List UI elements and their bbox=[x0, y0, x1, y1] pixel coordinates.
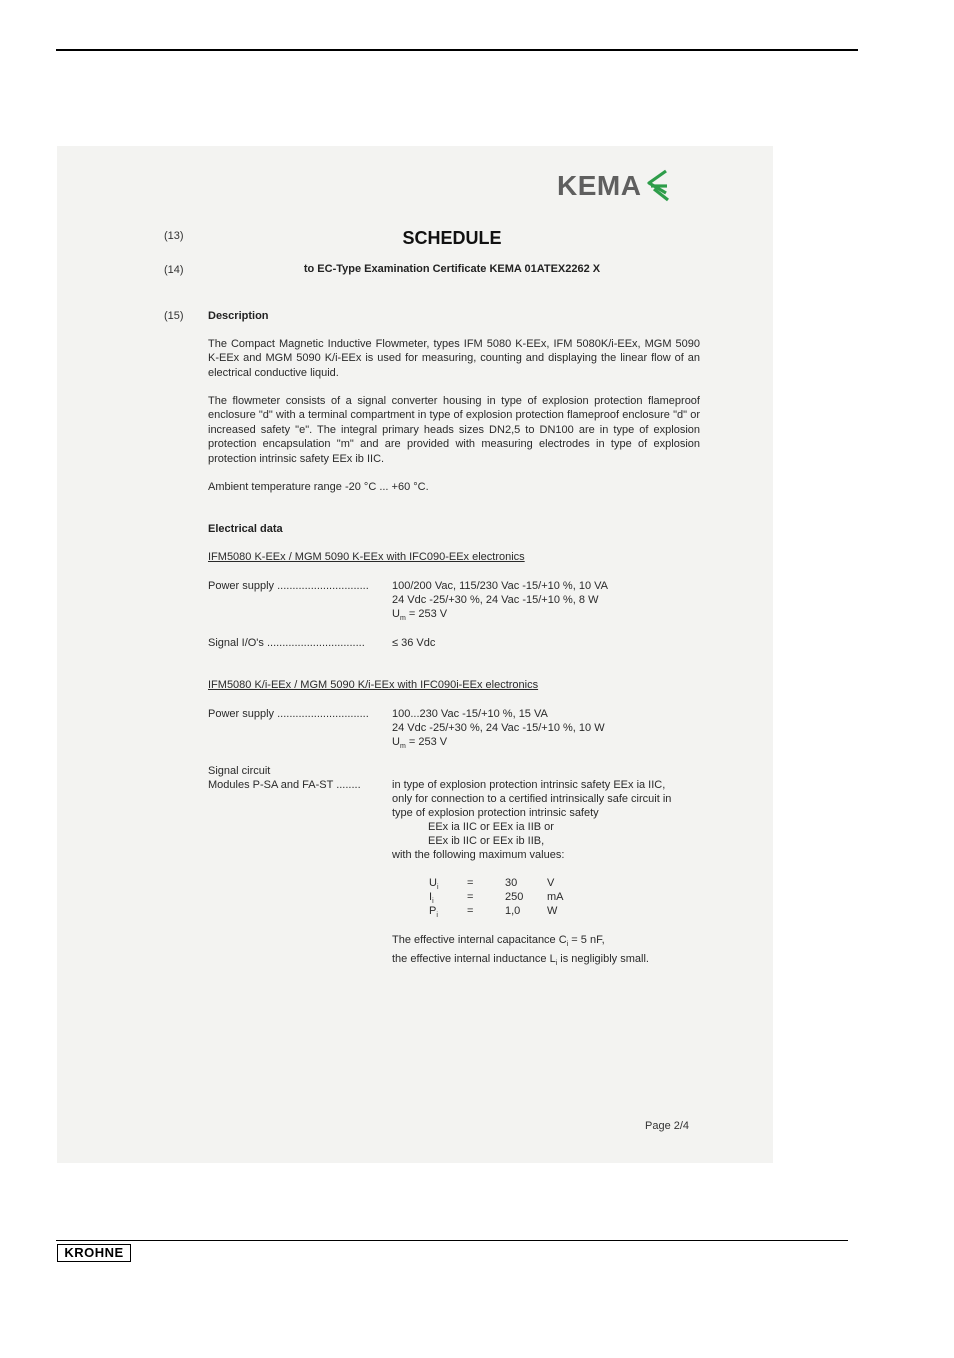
group2-signal-label-line-2: Modules P-SA and FA-ST ........ bbox=[208, 779, 361, 792]
section-number-13: (13) bbox=[164, 230, 184, 242]
capacitance-inductance bbox=[392, 933, 649, 971]
description-paragraph-2: The flowmeter consists of a signal converter housing in type of explosion protection flameproof enclosure "d" with a terminal compartment in type of explosion protection flameproof enclosure "d" or increased safety "e". The integral primary heads sizes DN2,5 to DN100 are in type of explosion protection encapsulation "m" and are provided with measuring electrodes in type of explosion protection intrinsic safety EEx ib IIC. bbox=[208, 395, 700, 465]
max-value-unit: V bbox=[547, 877, 555, 889]
max-value-eq: = bbox=[467, 877, 474, 889]
signal-line-3: type of explosion protection intrinsic safety bbox=[392, 807, 599, 819]
max-value-eq: = bbox=[467, 905, 474, 917]
max-value-symbol: $P_i$ bbox=[429, 905, 438, 920]
description-paragraph-1: The Compact Magnetic Inductive Flowmeter, types IFM 5080 K-EEx, IFM 5080K/i-EEx, MGM 5090 K-EEx and MGM 5090 K/i-EEx is used for measuring, counting and displaying the linear flow of an electrical conductive liquid. bbox=[208, 338, 700, 379]
group1-um-line bbox=[392, 607, 608, 626]
footer-rule bbox=[56, 1240, 848, 1241]
group1-power-values bbox=[392, 579, 608, 626]
group1-power-line-1: 100/200 Vac, 115/230 Vac -15/+10 %, 10 VA bbox=[392, 580, 608, 592]
group1-power-line-2: 24 Vdc -25/+30 %, 24 Vac -15/+10 %, 8 W bbox=[392, 594, 599, 606]
signal-line-4: EEx ia IIC or EEx ia IIB or bbox=[428, 821, 554, 833]
signal-line-5: EEx ib IIC or EEx ib IIB, bbox=[428, 835, 545, 847]
schedule-title: SCHEDULE bbox=[402, 228, 502, 248]
group1-heading: IFM5080 K-EEx / MGM 5090 K-EEx with IFC090-EEx electronics bbox=[208, 551, 525, 563]
um-value: = 253 V bbox=[405, 608, 448, 620]
group2-power-line-1: 100...230 Vac -15/+10 %, 15 VA bbox=[392, 708, 548, 720]
signal-line-1: in type of explosion protection intrinsic safety EEx ia IIC, bbox=[392, 779, 666, 791]
certificate-scan bbox=[57, 146, 773, 1163]
max-value-number: 250 bbox=[505, 891, 524, 903]
electrical-data-heading: Electrical data bbox=[208, 523, 283, 535]
group2-signal-label-line-1: Signal circuit bbox=[208, 765, 271, 777]
um-subscript: m bbox=[399, 615, 406, 623]
max-value-eq: = bbox=[467, 891, 474, 903]
group1-signal-value: ≤ 36 Vdc bbox=[392, 637, 436, 649]
ambient-temperature: Ambient temperature range -20 °C ... +60 °C. bbox=[208, 481, 429, 493]
group2-power-label: Power supply .............................. bbox=[208, 708, 369, 720]
inductance-line: the effective internal inductance $L_i$ is negligibly small. bbox=[392, 953, 649, 968]
group2-signal-values bbox=[392, 778, 671, 862]
group2-signal-label bbox=[208, 764, 361, 793]
kema-logo bbox=[557, 168, 670, 204]
group1-power-label: Power supply .............................. bbox=[208, 580, 369, 592]
max-value-unit: mA bbox=[547, 891, 564, 903]
um-symbol: U bbox=[392, 608, 400, 620]
section-number-15: (15) bbox=[164, 310, 184, 322]
group2-power-line-2: 24 Vdc -25/+30 %, 24 Vac -15/+10 %, 10 W bbox=[392, 722, 605, 734]
um-symbol: U bbox=[392, 736, 400, 748]
signal-line-2: only for connection to a certified intrinsically safe circuit in bbox=[392, 793, 672, 805]
group1-signal-label: Signal I/O's ................................ bbox=[208, 637, 365, 649]
certificate-subtitle: to EC-Type Examination Certificate KEMA 01ATEX2262 X bbox=[303, 263, 601, 275]
max-value-unit: W bbox=[547, 905, 558, 917]
header-rule bbox=[56, 49, 858, 51]
max-value-number: 1,0 bbox=[505, 905, 521, 917]
group2-heading: IFM5080 K/i-EEx / MGM 5090 K/i-EEx with IFC090i-EEx electronics bbox=[208, 679, 539, 691]
capacitance-line: The effective internal capacitance $C_i = 5$ nF, bbox=[392, 934, 605, 949]
max-value-symbol: $U_i$ bbox=[429, 877, 439, 892]
max-value-symbol: $I_i$ bbox=[429, 891, 434, 906]
section-number-14: (14) bbox=[164, 264, 184, 276]
kema-logo-text: KEMA bbox=[557, 170, 642, 201]
kema-mark-icon bbox=[644, 169, 670, 203]
um-subscript: m bbox=[399, 743, 406, 751]
group2-um-line bbox=[392, 735, 605, 754]
max-value-number: 30 bbox=[505, 877, 518, 889]
um-value: = 253 V bbox=[405, 736, 448, 748]
krohne-logo: KROHNE bbox=[57, 1244, 131, 1262]
group2-power-values bbox=[392, 707, 605, 754]
signal-line-6: with the following maximum values: bbox=[392, 849, 565, 861]
description-heading: Description bbox=[208, 310, 269, 322]
page-number: Page 2/4 bbox=[645, 1120, 690, 1132]
